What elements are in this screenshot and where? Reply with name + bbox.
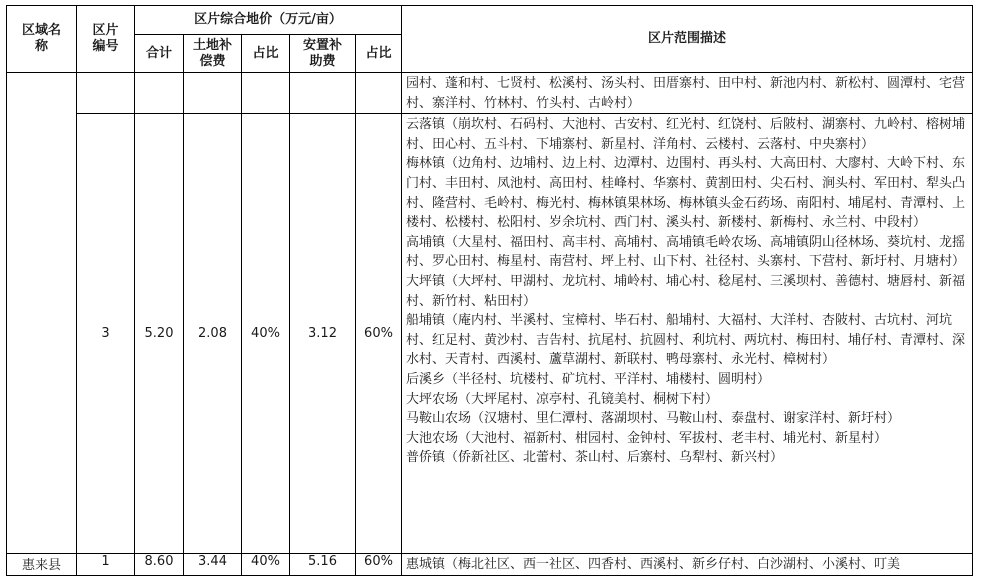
description-paragraph-gaopu: 高埔镇（大星村、福田村、高丰村、高埔村、高埔镇毛岭农场、高埔镇阴山径林场、葵坑村、龙摇村、罗心田村、梅星村、南营村、坪上村、山下村、社径村、头寨村、下营村、新圩村、月塘村） [406, 234, 966, 270]
header-ratio-1: 占比 [242, 35, 290, 73]
header-resettle: 安置补助费 [290, 35, 356, 73]
resettle-cell: 5.16 [290, 554, 356, 576]
description-paragraph-dachi-farm: 大池农场（大池村、福新村、柑园村、金钟村、军拔村、老丰村、埔光村、新星村） [406, 430, 888, 446]
ratio2-cell: 60% [356, 554, 402, 576]
zone-cell: 3 [77, 114, 135, 554]
table-row [7, 73, 973, 114]
header-zone-no: 区片编号 [77, 6, 135, 73]
description-paragraph: 惠城镇（梅北社区、西一社区、四香村、西溪村、新乡仔村、白沙湖村、小溪村、叮美 [406, 557, 901, 573]
ratio2-cell [356, 73, 402, 114]
header-price-group: 区片综合地价（万元/亩） [135, 6, 402, 35]
land-comp-cell [184, 73, 242, 114]
zone-cell: 1 [77, 554, 135, 576]
region-cell [7, 73, 77, 554]
description-paragraph-chuanpu: 船埔镇（庵内村、半溪村、宝樟村、毕石村、船埔村、大福村、大洋村、杏陂村、古坑村、河坑村、红足村、黄沙村、吉告村、抗尾村、抗圆村、利坑村、两坑村、梅田村、埔仔村、青潭村、深水村、天青村、西溪村、蘆草湖村、新联村、鸭母寨村、永光村、樟树村） [406, 313, 966, 368]
resettle-cell: 3.12 [290, 114, 356, 554]
resettle-cell [290, 73, 356, 114]
header-ratio-2: 占比 [356, 35, 402, 73]
description-paragraph-puqiao: 普侨镇（侨新社区、北蕾村、茶山村、后寨村、乌犁村、新兴村） [406, 450, 784, 466]
header-total: 合计 [135, 35, 184, 73]
region-cell: 惠来县 [7, 554, 77, 576]
header-description: 区片范围描述 [402, 6, 973, 73]
description-cell [402, 73, 973, 114]
total-cell: 5.20 [135, 114, 184, 554]
table-row [7, 554, 973, 576]
zone-cell [77, 73, 135, 114]
ratio1-cell: 40% [242, 114, 290, 554]
description-paragraph-maanshan-farm: 马鞍山农场（汉塘村、里仁潭村、落湖坝村、马鞍山村、泰盘村、谢家洋村、新圩村） [406, 411, 901, 427]
land-price-table [6, 5, 973, 576]
ratio1-cell [242, 73, 290, 114]
header-land-comp: 土地补偿费 [184, 35, 242, 73]
total-cell [135, 73, 184, 114]
description-paragraph: 园村、蓬和村、七贤村、松溪村、汤头村、田厝寨村、田中村、新池内村、新松村、圆潭村、宅营村、寨洋村、竹林村、竹头村、古岭村） [406, 76, 966, 111]
description-paragraph-houxi: 后溪乡（半径村、坑楼村、矿坑村、平洋村、埔楼村、圆明村） [406, 371, 771, 387]
description-paragraph-daping: 大坪镇（大坪村、甲湖村、龙坑村、埔岭村、埔心村、稔尾村、三溪坝村、善德村、塘唇村、新福村、新竹村、粘田村） [406, 273, 966, 309]
description-paragraph-daping-farm: 大坪农场（大坪尾村、凉亭村、孔镜美村、桐树下村） [406, 391, 719, 407]
description-paragraph-meilin: 梅林镇（边角村、边埔村、边上村、边潭村、边围村、再头村、大高田村、大廖村、大岭下村、东门村、丰田村、凤池村、高田村、桂峰村、华寨村、黄割田村、尖石村、涧头村、军田村、犁头凸村、隆营村、毛岭村、梅光村、梅林镇果林场、梅林镇头金石药场、南阳村、埔尾村、青潭村、上楼村、松楼村、松阳村、岁余坑村、西门村、溪头村、新楼村、新梅村、永兰村、中段村） [406, 156, 966, 231]
total-cell: 8.60 [135, 554, 184, 576]
land-comp-cell: 2.08 [184, 114, 242, 554]
description-cell [402, 114, 973, 554]
description-paragraph-yunluo: 云落镇（崩坎村、石码村、大池村、古安村、红光村、红饶村、后陂村、湖寨村、九岭村、榕树埔村、田心村、五斗村、下埔寨村、新星村、洋角村、云楼村、云落村、中央寨村） [406, 117, 966, 152]
table-row [7, 114, 973, 554]
description-cell [402, 554, 973, 576]
ratio1-cell: 40% [242, 554, 290, 576]
header-region-name: 区域名称 [7, 6, 77, 73]
ratio2-cell: 60% [356, 114, 402, 554]
land-comp-cell: 3.44 [184, 554, 242, 576]
